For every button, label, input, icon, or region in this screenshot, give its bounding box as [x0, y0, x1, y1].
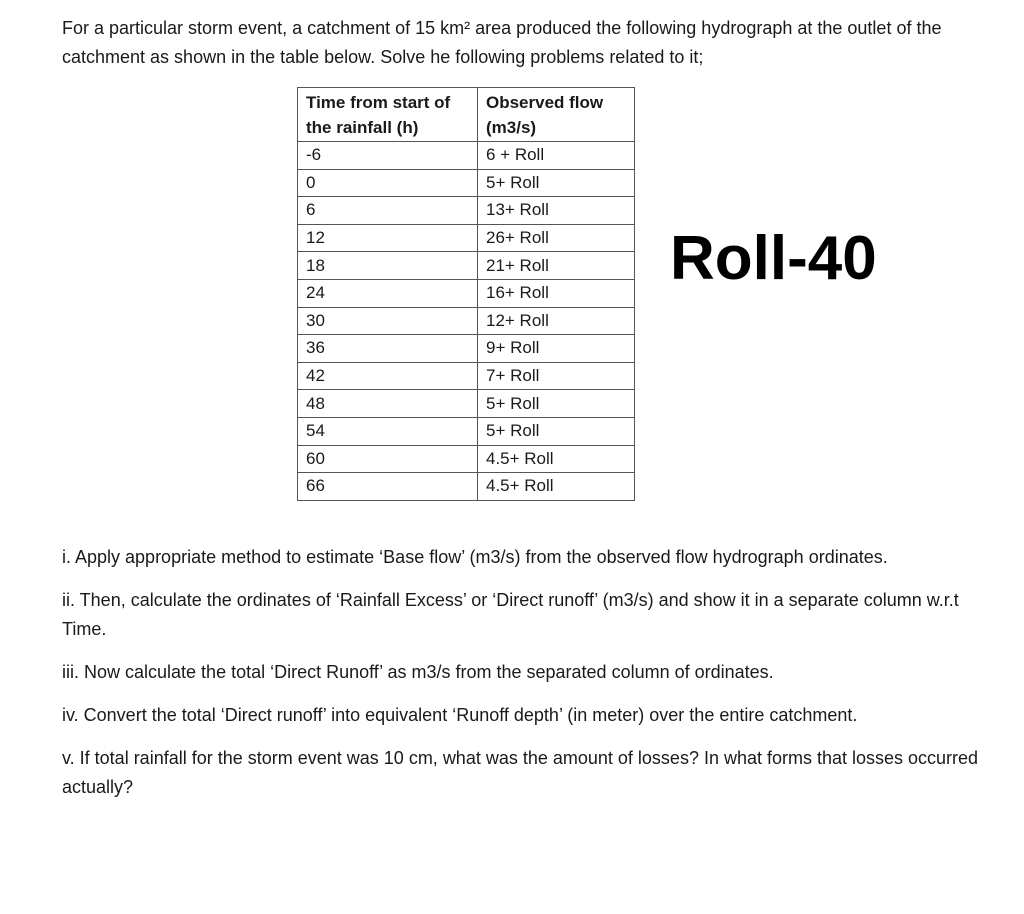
flow-cell: 9+ Roll	[478, 335, 635, 363]
table-header-row	[298, 88, 635, 142]
table-row	[298, 224, 635, 252]
flow-cell: 4.5+ Roll	[478, 473, 635, 501]
table-row	[298, 307, 635, 335]
table-row	[298, 335, 635, 363]
table-row	[298, 197, 635, 225]
flow-cell: 12+ Roll	[478, 307, 635, 335]
time-cell: 36	[298, 335, 478, 363]
time-cell: 12	[298, 224, 478, 252]
question-v: v. If total rainfall for the storm event was 10 cm, what was the amount of losses? In what forms that losses occurred actually?	[62, 748, 979, 797]
time-cell: 54	[298, 417, 478, 445]
question-iv: iv. Convert the total ‘Direct runoff’ into equivalent ‘Runoff depth’ (in meter) over the entire catchment.	[62, 705, 858, 725]
flow-cell: 13+ Roll	[478, 197, 635, 225]
flow-cell: 5+ Roll	[478, 417, 635, 445]
hydrograph-table	[297, 87, 635, 501]
question-list	[62, 543, 992, 816]
flow-cell: 26+ Roll	[478, 224, 635, 252]
header-time: Time from start of the rainfall (h)	[298, 88, 478, 142]
header-observed-flow: Observed flow (m3/s)	[478, 88, 635, 142]
flow-cell: 5+ Roll	[478, 169, 635, 197]
table-row	[298, 362, 635, 390]
flow-cell: 16+ Roll	[478, 279, 635, 307]
table-row	[298, 169, 635, 197]
flow-cell: 6 + Roll	[478, 142, 635, 170]
time-cell: 48	[298, 390, 478, 418]
hydrograph-table-container	[297, 87, 635, 501]
table-body	[298, 142, 635, 501]
table-row	[298, 417, 635, 445]
question-i: i. Apply appropriate method to estimate ‘Base flow’ (m3/s) from the observed flow hydrograph ordinates.	[62, 547, 888, 567]
time-cell: 42	[298, 362, 478, 390]
flow-cell: 4.5+ Roll	[478, 445, 635, 473]
flow-cell: 7+ Roll	[478, 362, 635, 390]
problem-intro: For a particular storm event, a catchment of 15 km² area produced the following hydrograph at the outlet of the catchment as shown in the table below. Solve he following problems related to it;	[62, 18, 942, 67]
time-cell: 18	[298, 252, 478, 280]
roll-number-label: Roll-40	[670, 224, 877, 293]
time-cell: 66	[298, 473, 478, 501]
time-cell: 24	[298, 279, 478, 307]
table-row	[298, 390, 635, 418]
time-cell: 0	[298, 169, 478, 197]
time-cell: 30	[298, 307, 478, 335]
table-row	[298, 279, 635, 307]
question-ii: ii. Then, calculate the ordinates of ‘Rainfall Excess’ or ‘Direct runoff’ (m3/s) and show it in a separate column w.r.t Time.	[62, 590, 959, 639]
time-cell: 60	[298, 445, 478, 473]
question-iii: iii. Now calculate the total ‘Direct Runoff’ as m3/s from the separated column of ordinates.	[62, 662, 774, 682]
table-row	[298, 252, 635, 280]
flow-cell: 21+ Roll	[478, 252, 635, 280]
table-row	[298, 473, 635, 501]
time-cell: 6	[298, 197, 478, 225]
table-row	[298, 445, 635, 473]
flow-cell: 5+ Roll	[478, 390, 635, 418]
table-row	[298, 142, 635, 170]
time-cell: -6	[298, 142, 478, 170]
